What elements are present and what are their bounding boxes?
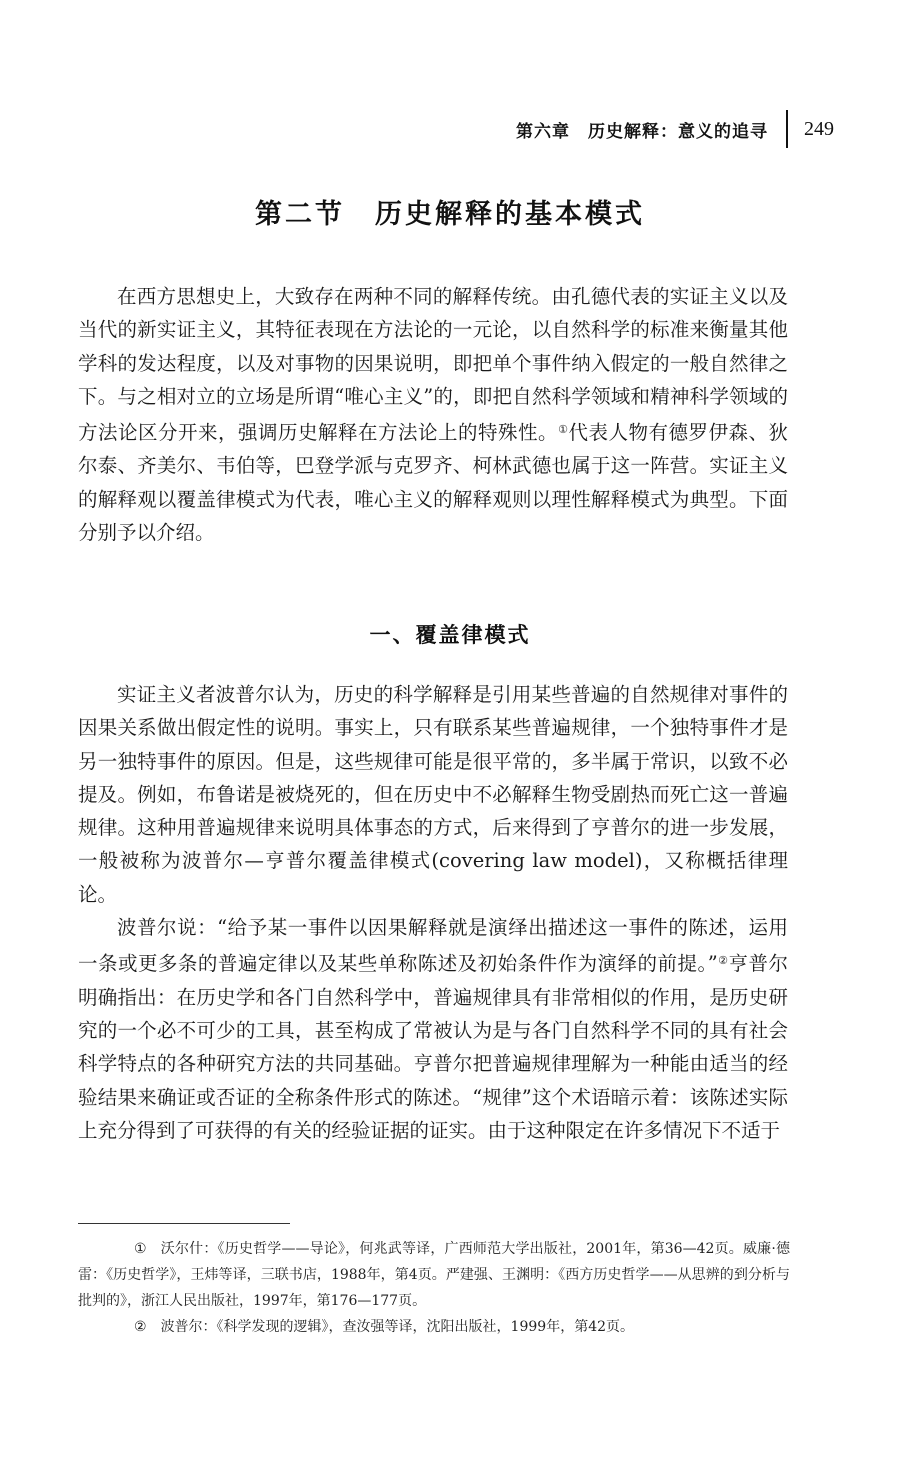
footnote-2	[78, 1314, 790, 1340]
footnote-marker: ①	[134, 1241, 147, 1257]
paragraph-text-part: 亨普尔明确指出：在历史学和各门自然科学中，普遍规律具有非常相似的作用，是历史研究的一个必不可少的工具，甚至构成了常被认为是与各门自然科学不同的具有社会科学特点的各种研究方法的共同基础。亨普尔把普遍规律理解为一种能由适当的经验结果来确证或否证的全称条件形式的陈述。“规律”这个术语暗示着：该陈述实际上充分得到了可获得的有关的经验证据的证实。由于这种限定在许多情况下不适于	[78, 952, 788, 1142]
page-number: 249	[804, 117, 834, 140]
footnote-text: 波普尔：《科学发现的逻辑》，查汝强等译，沈阳出版社，1999年，第42页。	[160, 1319, 635, 1335]
body-paragraph-1	[78, 280, 788, 549]
footnotes	[78, 1236, 790, 1340]
running-header	[80, 112, 834, 146]
footnote-divider	[78, 1223, 290, 1224]
header-divider	[786, 110, 788, 148]
body-text-block	[78, 678, 788, 1147]
footnote-ref-2[interactable]: ②	[717, 954, 729, 968]
subsection-title: 一、覆盖律模式	[369, 623, 531, 647]
chapter-title: 第六章 历史解释：意义的追寻	[516, 121, 768, 142]
body-paragraph-3	[78, 911, 788, 1147]
footnote-marker: ②	[134, 1319, 147, 1335]
paragraph-text-part: 在西方思想史上，大致存在两种不同的解释传统。由孔德代表的实证主义以及当代的新实证主义，其特征表现在方法论的一元论，以自然科学的标准来衡量其他学科的发达程度，以及对事物的因果说明，即把单个事件纳入假定的一般自然律之下。与之相对立的立场是所谓“唯心主义”的，即把自然科学领域和精神科学领域的方法论区分开来，强调历史解释在方法论上的特殊性。	[78, 285, 788, 445]
paragraph-text	[78, 280, 788, 549]
body-paragraph-2: 实证主义者波普尔认为，历史的科学解释是引用某些普遍的自然规律对事件的因果关系做出假定性的说明。事实上，只有联系某些普遍规律，一个独特事件才是另一独特事件的原因。但是，这些规律可能是很平常的，多半属于常识，以致不必提及。例如，布鲁诺是被烧死的，但在历史中不必解释生物受剧热而死亡这一普遍规律。这种用普遍规律来说明具体事态的方式，后来得到了亨普尔的进一步发展，一般被称为波普尔—亨普尔覆盖律模式(covering law model)，又称概括律理论。	[78, 683, 788, 906]
paragraph-text-part: 波普尔说：“给予某一事件以因果解释就是演绎出描述这一事件的陈述，运用一条或更多条的普遍定律以及某些单称陈述及初始条件作为演绎的前提。”	[78, 916, 788, 976]
section-title: 第二节 历史解释的基本模式	[255, 199, 645, 230]
footnote-text: 沃尔什：《历史哲学——导论》，何兆武等译，广西师范大学出版社，2001年，第36—42页。威廉·德雷：《历史哲学》，王炜等译，三联书店，1988年，第4页。严建强、王渊明：《西方历史哲学——从思辨的到分析与批判的》，浙江人民出版社，1997年，第176—177页。	[78, 1241, 790, 1309]
paragraph-text-part: 代表人物有德罗伊森、狄尔泰、齐美尔、韦伯等，巴登学派与克罗齐、柯林武德也属于这一阵营。实证主义的解释观以覆盖律模式为代表，唯心主义的解释观则以理性解释模式为典型。下面分别予以介绍。	[78, 421, 788, 545]
footnote-ref-1[interactable]: ①	[558, 423, 569, 437]
footnote-1	[78, 1236, 790, 1314]
